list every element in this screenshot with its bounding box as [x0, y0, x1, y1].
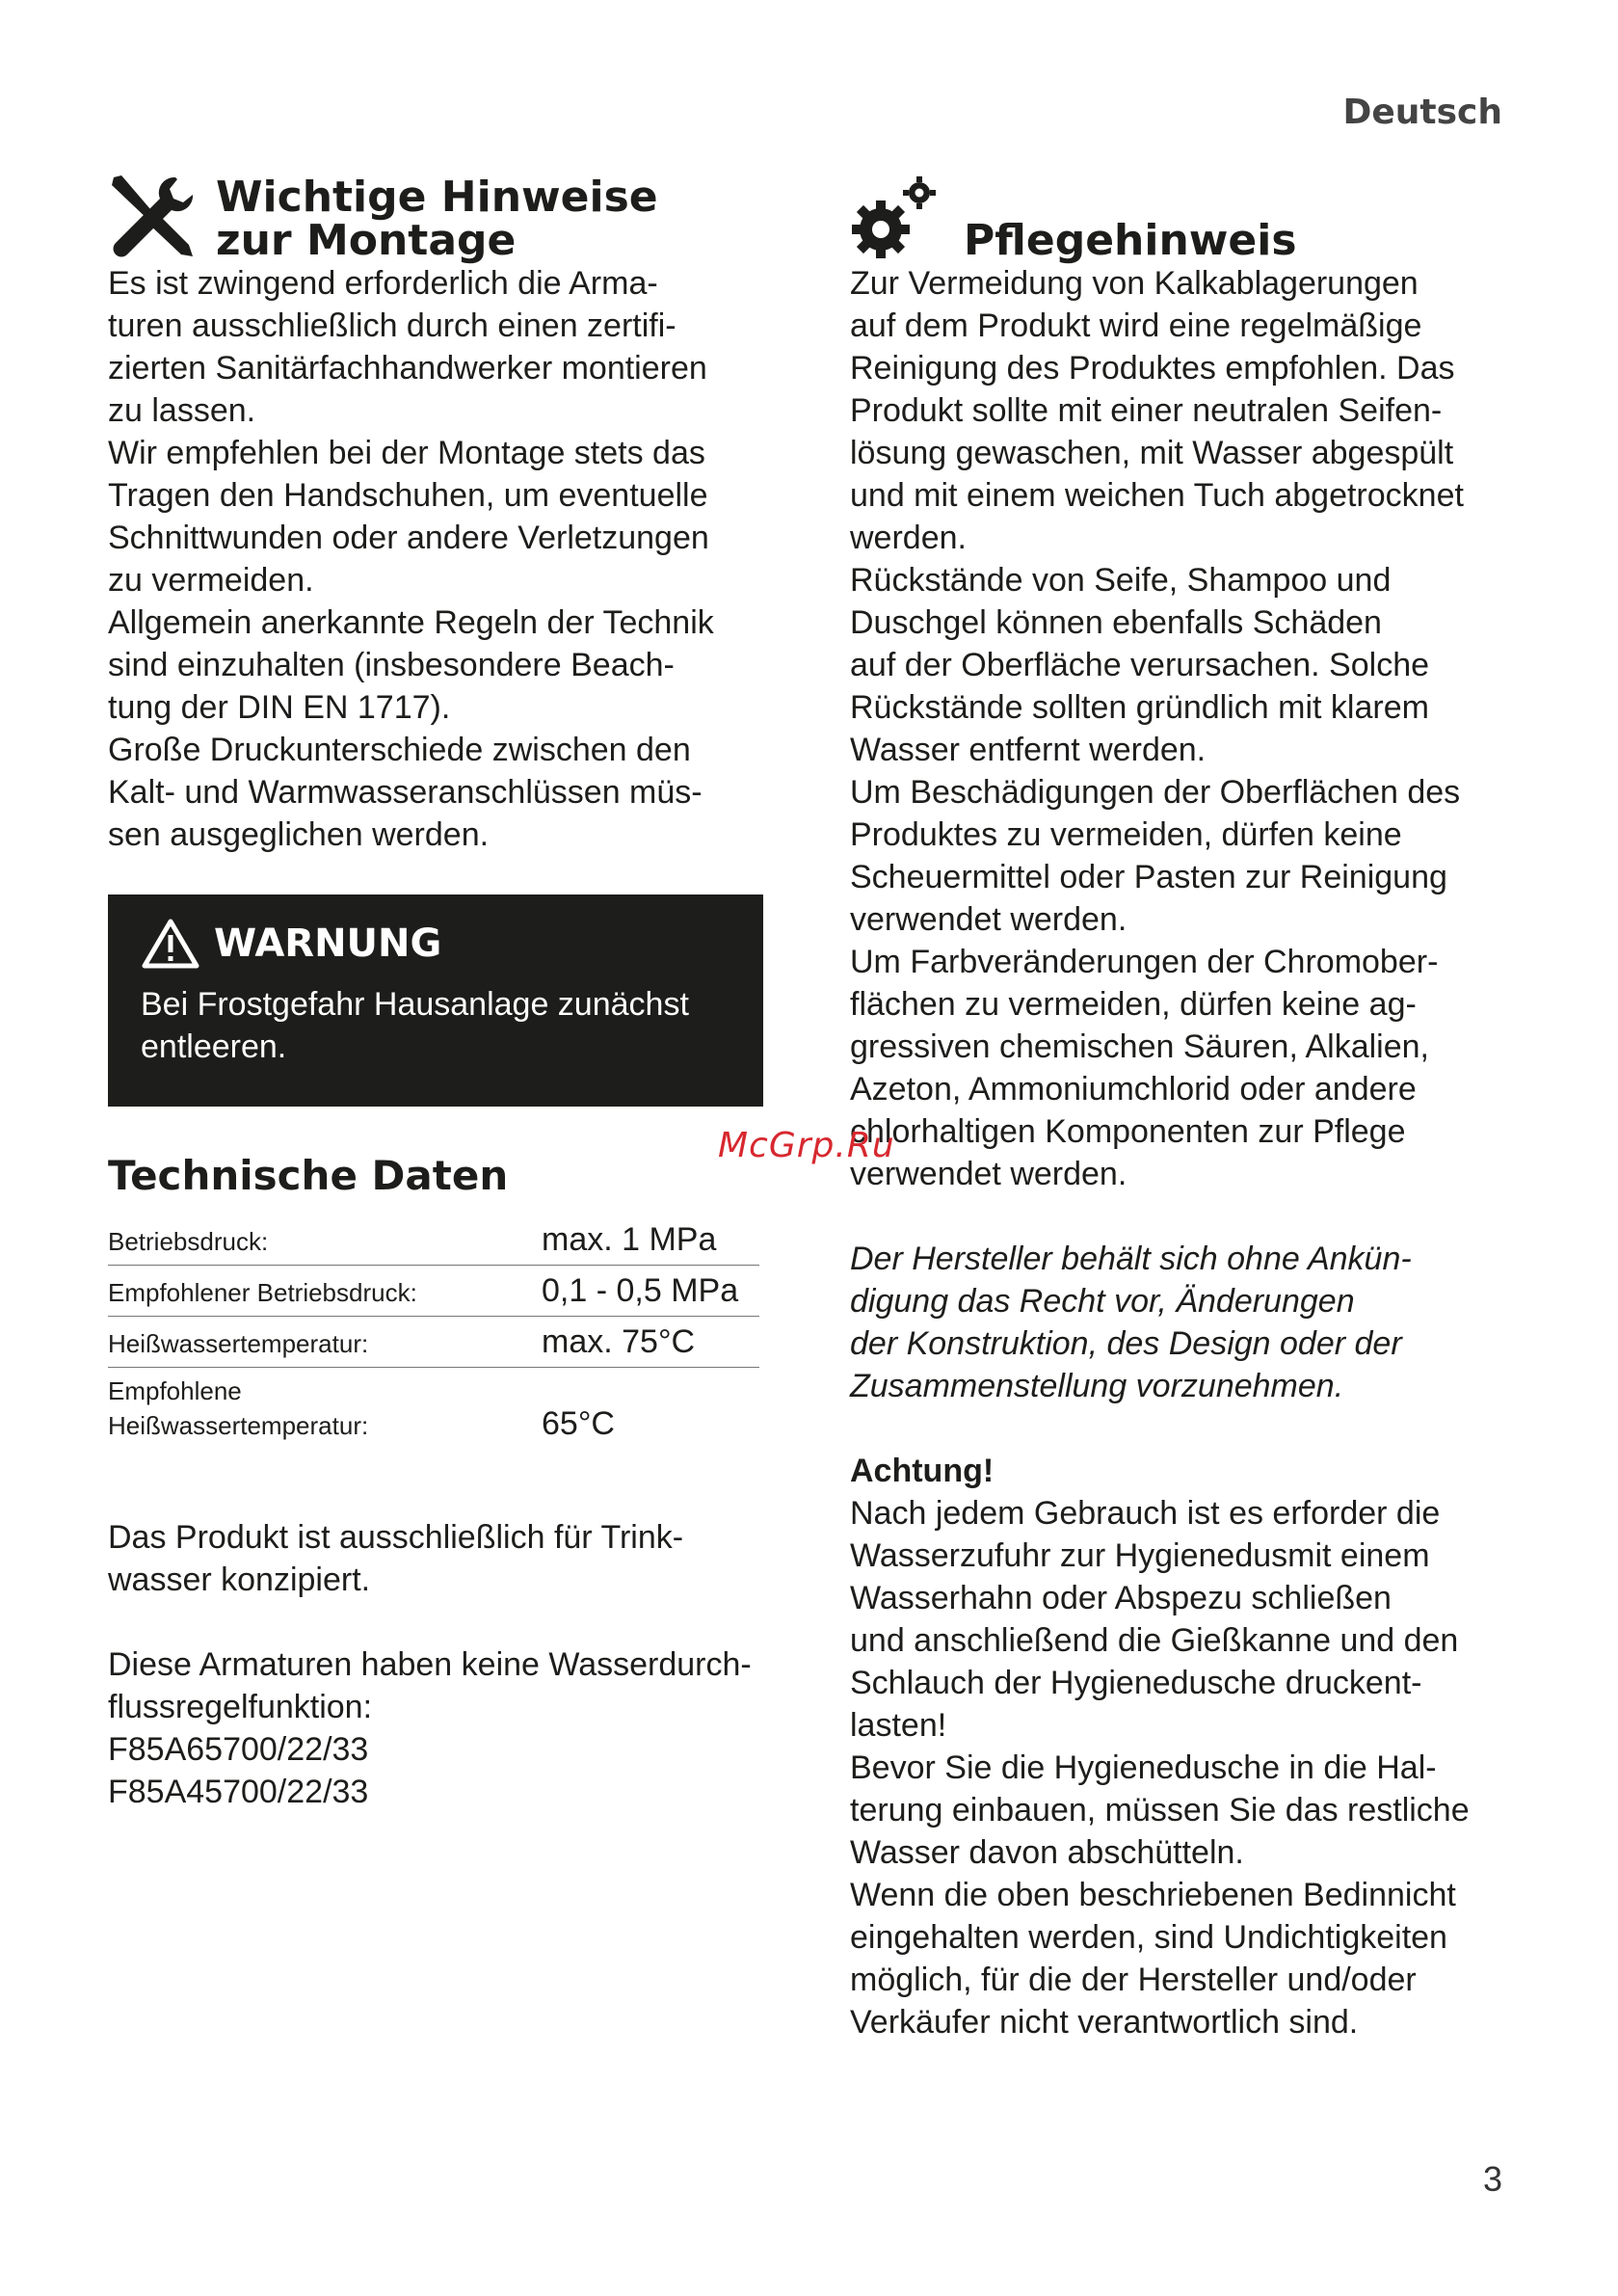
attention-paragraph — [850, 1874, 1525, 2043]
text-line: turen ausschließlich durch einen zertifi- — [108, 307, 676, 344]
left-column — [108, 174, 802, 1813]
watermark: McGrp.Ru — [718, 1126, 895, 1165]
text-line: Duschgel können ebenfalls Schäden — [850, 604, 1382, 641]
text-line: Kalt- und Warmwasseranschlüssen müs- — [108, 774, 703, 811]
text-line: zu lassen. — [108, 392, 256, 429]
warning-title: WARNUNG — [214, 921, 442, 966]
care-paragraph — [850, 262, 1525, 559]
text-line: Um Beschädigungen der Oberflächen des — [850, 774, 1461, 811]
text-line: entleeren. — [141, 1028, 287, 1065]
text-line: lasten! — [850, 1707, 947, 1744]
montage-paragraph — [108, 432, 802, 601]
spec-value: 65°C — [542, 1368, 759, 1450]
text-line: Tragen den Handschuhen, um eventuelle — [108, 477, 708, 514]
text-line: Schnittwunden oder andere Verletzungen — [108, 520, 709, 556]
text-line: tung der DIN EN 1717). — [108, 689, 451, 726]
care-body — [850, 262, 1525, 1195]
text-line: eingehalten werden, sind Undichtigkeiten — [850, 1919, 1447, 1956]
text-line: Bevor Sie die Hygienedusche in die Hal- — [850, 1749, 1437, 1786]
table-row — [108, 1368, 759, 1450]
text-line: der Konstruktion, des Design oder der — [850, 1325, 1402, 1362]
spec-value: 0,1 - 0,5 MPa — [542, 1266, 759, 1317]
text-line: und anschließend die Gießkanne und den — [850, 1622, 1459, 1659]
care-paragraph — [850, 941, 1525, 1195]
text-line: Große Druckunterschiede zwischen den — [108, 732, 691, 768]
spec-key — [108, 1368, 542, 1450]
care-heading — [850, 174, 1525, 265]
text-line: Diese Armaturen haben keine Wasserdurch- — [108, 1646, 752, 1683]
text-line: Wasserhahn oder Abspezu schließen — [850, 1580, 1392, 1616]
text-line: verwendet werden. — [850, 1156, 1127, 1192]
armatures-note — [108, 1643, 802, 1813]
text-line: Wenn die oben beschriebenen Bedinnicht — [850, 1877, 1456, 1913]
tools-icon — [108, 174, 197, 262]
spec-key-line: Heißwassertemperatur: — [108, 1411, 369, 1440]
text-line: wasser konzipiert. — [108, 1562, 371, 1598]
spec-key: Empfohlener Betriebsdruck: — [108, 1266, 542, 1317]
text-line: Rückstände von Seife, Shampoo und — [850, 562, 1392, 599]
care-paragraph — [850, 771, 1525, 941]
text-line: Zusammenstellung vorzunehmen. — [850, 1368, 1344, 1404]
text-line: Wir empfehlen bei der Montage stets das — [108, 435, 705, 471]
right-column — [850, 174, 1525, 2043]
spec-key: Betriebsdruck: — [108, 1227, 269, 1256]
warning-box — [108, 894, 763, 1107]
care-title: Pflegehinweis — [964, 216, 1297, 265]
text-line: und mit einem weichen Tuch abgetrocknet — [850, 477, 1464, 514]
page-number: 3 — [1482, 2159, 1502, 2199]
text-line: chlorhaltigen Komponenten zur Pflege — [850, 1113, 1406, 1150]
table-row — [108, 1266, 759, 1317]
table-row — [108, 1317, 759, 1368]
attention-section — [850, 1450, 1525, 2043]
text-line: Azeton, Ammoniumchlorid oder andere — [850, 1071, 1417, 1108]
montage-paragraph — [108, 729, 802, 856]
text-line: werden. — [850, 520, 967, 556]
spec-value: max. 1 MPa — [542, 1221, 717, 1258]
manufacturer-note — [850, 1238, 1525, 1407]
montage-title-line: zur Montage — [216, 216, 517, 265]
text-line: Allgemein anerkannte Regeln der Technik — [108, 604, 714, 641]
montage-paragraph — [108, 601, 802, 729]
attention-paragraph — [850, 1492, 1525, 1747]
text-line: verwendet werden. — [850, 901, 1127, 938]
text-line: auf der Oberfläche verursachen. Solche — [850, 647, 1430, 683]
text-line: Produktes zu vermeiden, dürfen keine — [850, 816, 1402, 853]
warning-triangle-icon — [141, 918, 200, 970]
warning-heading — [141, 918, 730, 970]
text-line: Nach jedem Gebrauch ist es erforder die — [850, 1495, 1441, 1532]
spec-key: Heißwassertemperatur: — [108, 1317, 542, 1368]
spec-key-line: Empfohlene — [108, 1376, 242, 1405]
text-line: Der Hersteller behält sich ohne Ankün- — [850, 1241, 1412, 1277]
language-label: Deutsch — [1342, 93, 1502, 132]
model-number: F85A65700/22/33 — [108, 1731, 369, 1768]
montage-title-line: Wichtige Hinweise — [216, 173, 658, 222]
text-line: Um Farbveränderungen der Chromober- — [850, 944, 1439, 980]
montage-heading — [108, 173, 802, 265]
text-line: Zur Vermeidung von Kalkablagerungen — [850, 265, 1419, 302]
text-line: sind einzuhalten (insbesondere Beach- — [108, 647, 675, 683]
tech-data-table — [108, 1215, 759, 1449]
text-line: zierten Sanitärfachhandwerker montieren — [108, 350, 707, 387]
text-line: Reinigung des Produktes empfohlen. Das — [850, 350, 1455, 387]
text-line: Es ist zwingend erforderlich die Arma- — [108, 265, 658, 302]
spec-value: max. 75°C — [542, 1317, 759, 1368]
text-line: Bei Frostgefahr Hausanlage zunächst — [141, 986, 689, 1023]
text-line: Wasser davon abschütteln. — [850, 1834, 1244, 1871]
text-line: gressiven chemischen Säuren, Alkalien, — [850, 1028, 1429, 1065]
gears-icon — [850, 174, 941, 262]
text-line: Wasser entfernt werden. — [850, 732, 1207, 768]
text-line: Wasserzufuhr zur Hygienedusmit einem — [850, 1537, 1430, 1574]
text-line: zu vermeiden. — [108, 562, 314, 599]
product-note — [108, 1516, 802, 1601]
text-line: Verkäufer nicht verantwortlich sind. — [850, 2004, 1359, 2041]
tech-data-title: Technische Daten — [108, 1152, 509, 1199]
text-line: flussregelfunktion: — [108, 1689, 373, 1725]
table-row — [108, 1215, 759, 1266]
text-line: sen ausgeglichen werden. — [108, 816, 490, 853]
text-line: Scheuermittel oder Pasten zur Reinigung — [850, 859, 1447, 895]
text-line: lösung gewaschen, mit Wasser abgespült — [850, 435, 1454, 471]
attention-title: Achtung! — [850, 1453, 995, 1489]
warning-text — [141, 983, 730, 1068]
text-line: Das Produkt ist ausschließlich für Trink- — [108, 1519, 684, 1556]
text-line: Rückstände sollten gründlich mit klarem — [850, 689, 1429, 726]
text-line: auf dem Produkt wird eine regelmäßige — [850, 307, 1422, 344]
text-line: Produkt sollte mit einer neutralen Seifen- — [850, 392, 1443, 429]
model-number: F85A45700/22/33 — [108, 1774, 369, 1810]
text-line: möglich, für die der Hersteller und/oder — [850, 1962, 1417, 1998]
montage-paragraph — [108, 262, 802, 432]
text-line: flächen zu vermeiden, dürfen keine ag- — [850, 986, 1417, 1023]
attention-paragraph — [850, 1747, 1525, 1874]
montage-body — [108, 262, 802, 856]
text-line: terung einbauen, müssen Sie das restliche — [850, 1792, 1470, 1829]
text-line: digung das Recht vor, Änderungen — [850, 1283, 1355, 1320]
care-paragraph — [850, 559, 1525, 771]
text-line: Schlauch der Hygienedusche druckent- — [850, 1665, 1422, 1701]
